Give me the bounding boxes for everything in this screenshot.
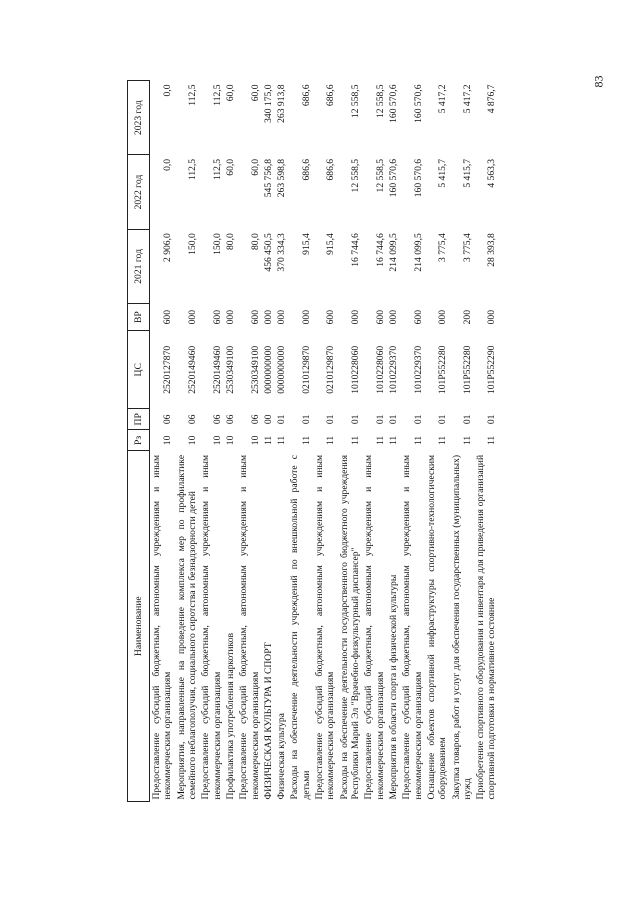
row-rz: 11	[461, 435, 473, 446]
row-rz: 10	[186, 435, 198, 446]
row-2022: 545 756,8	[262, 158, 274, 198]
table-row	[224, 81, 237, 802]
row-vr: 200	[461, 309, 473, 325]
row-2022: 60,0	[224, 158, 236, 176]
row-2021: 915,4	[325, 233, 337, 255]
row-2021: 16 744,6	[350, 233, 361, 267]
row-2021: 3 775,4	[437, 233, 449, 262]
row-pr: 01	[437, 414, 449, 425]
row-name: Приобретение спортивного оборудования и инвентаря для приведения организаций спортивной подготовки в нормативное состояние	[475, 454, 498, 800]
table-row	[275, 81, 288, 802]
row-2023: 112,5	[211, 84, 223, 106]
row-cs: 2530349100	[249, 345, 261, 394]
row-2023: 686,6	[300, 84, 312, 107]
row-pr: 01	[486, 414, 498, 425]
row-2022: 12 558,5	[374, 158, 386, 193]
row-cs: 101P552290	[486, 345, 498, 395]
row-2023: 340 175,0	[262, 84, 274, 123]
row-2023: 686,6	[325, 84, 337, 107]
row-name: Мероприятия в области спорта и физической культуры	[387, 574, 399, 800]
row-vr: 000	[300, 309, 312, 325]
row-cs: 2520149460	[211, 345, 223, 394]
row-pr: 06	[224, 414, 236, 425]
row-2022: 686,6	[300, 158, 312, 181]
row-name: Предоставление субсидий бюджетным, автономным учреждениям и иным некоммерческим организациям	[401, 454, 424, 800]
row-rz: 10	[249, 435, 261, 446]
row-pr: 01	[350, 414, 361, 425]
row-name: Мероприятия, направленные на проведение комплекса мер по профилактике семейного неблагополучия, социального сиротства и безнадзорности детей	[175, 454, 198, 800]
row-2021: 370 334,3	[276, 233, 288, 272]
row-2021: 16 744,6	[374, 233, 386, 267]
table-row	[150, 81, 175, 802]
row-cs: 2520127870	[162, 345, 174, 394]
row-pr: 06	[162, 414, 174, 425]
row-name: Предоставление субсидий бюджетным, автономным учреждениям и иным некоммерческим организациям	[314, 454, 337, 800]
row-pr: 01	[461, 414, 473, 425]
row-2022: 160 570,6	[387, 158, 399, 198]
table-row	[175, 81, 200, 802]
row-name: Профилактика употребления наркотиков	[224, 632, 236, 800]
row-cs: 0210129870	[300, 345, 312, 394]
row-vr: 000	[437, 309, 449, 325]
table-row	[237, 81, 262, 802]
row-pr: 01	[325, 414, 337, 425]
row-2022: 112,5	[186, 158, 198, 181]
row-2023: 263 913,8	[276, 84, 288, 123]
row-rz: 11	[412, 435, 424, 446]
row-2021: 2 906,0	[162, 233, 174, 262]
header-pr: ПР	[128, 409, 150, 430]
table-header	[128, 81, 150, 802]
row-pr: 06	[186, 414, 198, 425]
row-name: Расходы на обеспечение деятельности государственного бюджетного учреждения Республики Марий Эл "Врачебно-физкультурный диспансер"	[338, 454, 361, 800]
row-pr: 06	[211, 414, 223, 425]
row-2023: 12 558,5	[374, 84, 386, 119]
row-2023: 5 417,2	[437, 84, 449, 114]
row-2021: 3 775,4	[461, 233, 473, 262]
table-row	[338, 81, 363, 802]
row-2023: 5 417,2	[461, 84, 473, 114]
row-rz: 10	[211, 435, 223, 446]
row-2021: 915,4	[300, 233, 312, 255]
row-2022: 4 563,3	[486, 158, 498, 188]
row-vr: 600	[374, 309, 386, 325]
row-2021: 28 393,8	[486, 233, 498, 267]
row-rz: 11	[262, 435, 274, 446]
row-cs: 0210129870	[325, 345, 337, 394]
page-number: 83	[591, 75, 606, 88]
row-2022: 686,6	[325, 158, 337, 181]
header-2022: 2022 год	[128, 155, 150, 229]
row-name: Предоставление субсидий бюджетным, автономным учреждениям и иным некоммерческим организациям	[238, 454, 261, 800]
row-name: Расходы на обеспечение деятельности учреждений по внешкольной работе с детьми	[289, 454, 312, 800]
row-pr: 01	[276, 414, 288, 425]
table-row	[450, 81, 475, 802]
row-cs: 1010228060	[374, 345, 386, 394]
table-row	[387, 81, 400, 802]
row-2023: 4 876,7	[486, 84, 498, 114]
row-vr: 600	[162, 309, 174, 325]
header-rz: Рз	[128, 430, 150, 451]
row-2022: 112,5	[211, 158, 223, 181]
row-rz: 11	[437, 435, 449, 446]
row-pr: 01	[300, 414, 312, 425]
row-name: ФИЗИЧЕСКАЯ КУЛЬТУРА И СПОРТ	[262, 642, 274, 800]
row-pr: 01	[412, 414, 424, 425]
row-name: Предоставление субсидий бюджетным, автономным учреждениям и иным некоммерческим организациям	[363, 454, 386, 800]
table-row	[262, 81, 275, 802]
row-cs: 101P552280	[437, 345, 449, 395]
table-row	[313, 81, 338, 802]
budget-table-container	[127, 80, 609, 802]
row-name: Предоставление субсидий бюджетным, автономным учреждениям и иным некоммерческим организациям	[200, 454, 223, 800]
table-row	[362, 81, 387, 802]
row-vr: 600	[249, 309, 261, 325]
row-2021: 150,0	[186, 233, 198, 255]
table-body	[150, 81, 499, 802]
row-2023: 0,0	[162, 84, 174, 97]
table-row	[400, 81, 425, 802]
row-rz: 11	[374, 435, 386, 446]
row-2022: 5 415,7	[437, 158, 449, 188]
row-cs: 1010229370	[412, 345, 424, 394]
row-rz: 11	[350, 435, 361, 446]
row-2021: 214 099,5	[387, 233, 399, 272]
table-row	[199, 81, 224, 802]
row-2022: 60,0	[249, 158, 261, 176]
row-pr: 06	[249, 414, 261, 425]
row-cs: 0000000000	[276, 345, 288, 394]
row-2022: 263 598,8	[276, 158, 288, 198]
row-pr: 00	[262, 414, 274, 425]
row-2022: 5 415,7	[461, 158, 473, 188]
row-pr: 01	[387, 414, 399, 425]
row-rz: 10	[162, 435, 174, 446]
row-cs: 1010228060	[350, 345, 361, 394]
header-2023: 2023 год	[128, 81, 150, 155]
header-2021: 2021 год	[128, 229, 150, 303]
row-name: Предоставление субсидий бюджетным, автономным учреждениям и иным некоммерческим организациям	[151, 454, 174, 800]
row-name: Физическая культура	[276, 713, 288, 800]
row-pr: 01	[374, 414, 386, 425]
row-2023: 60,0	[249, 84, 261, 102]
row-2021: 150,0	[211, 233, 223, 255]
row-vr: 600	[412, 309, 424, 325]
row-vr: 000	[262, 309, 274, 325]
row-2021: 214 099,5	[412, 233, 424, 272]
row-2023: 160 570,6	[412, 84, 424, 123]
row-rz: 11	[276, 435, 288, 446]
table-row	[425, 81, 450, 802]
table-row	[474, 81, 499, 802]
row-name: Оснащение объектов спортивной инфраструктуры спортивно-технологическим оборудованием	[425, 454, 449, 800]
row-2021: 456 450,5	[262, 233, 274, 272]
row-rz: 10	[224, 435, 236, 446]
row-2022: 0,0	[162, 158, 174, 171]
row-2023: 12 558,5	[350, 84, 361, 119]
row-rz: 11	[486, 435, 498, 446]
row-2021: 80,0	[224, 233, 236, 251]
row-2023: 112,5	[186, 84, 198, 106]
row-vr: 000	[224, 309, 236, 325]
header-name: Наименование	[128, 451, 150, 802]
row-2022: 160 570,6	[412, 158, 424, 198]
row-name: Закупка товаров, работ и услуг для обеспечения государственных (муниципальных) нужд	[450, 454, 473, 800]
row-vr: 600	[211, 309, 223, 325]
row-2021: 80,0	[249, 233, 261, 251]
row-vr: 000	[350, 309, 361, 325]
row-rz: 11	[387, 435, 399, 446]
row-2022: 12 558,5	[350, 158, 361, 193]
row-vr: 600	[325, 309, 337, 325]
row-cs: 1010229370	[387, 345, 399, 394]
row-cs: 0000000000	[262, 345, 274, 394]
row-2023: 160 570,6	[387, 84, 399, 123]
header-vr: ВР	[128, 304, 150, 331]
row-cs: 2520149460	[186, 345, 198, 394]
row-vr: 000	[186, 309, 198, 325]
row-rz: 11	[300, 435, 312, 446]
row-vr: 000	[486, 309, 498, 325]
header-cs: ЦС	[128, 331, 150, 409]
row-rz: 11	[325, 435, 337, 446]
row-2023: 60,0	[224, 84, 236, 102]
row-cs: 2530349100	[224, 345, 236, 394]
table-row	[288, 81, 313, 802]
rotated-page	[127, 80, 609, 802]
budget-table	[127, 80, 499, 802]
row-cs: 101P552280	[461, 345, 473, 395]
row-vr: 000	[276, 309, 288, 325]
row-vr: 000	[387, 309, 399, 325]
